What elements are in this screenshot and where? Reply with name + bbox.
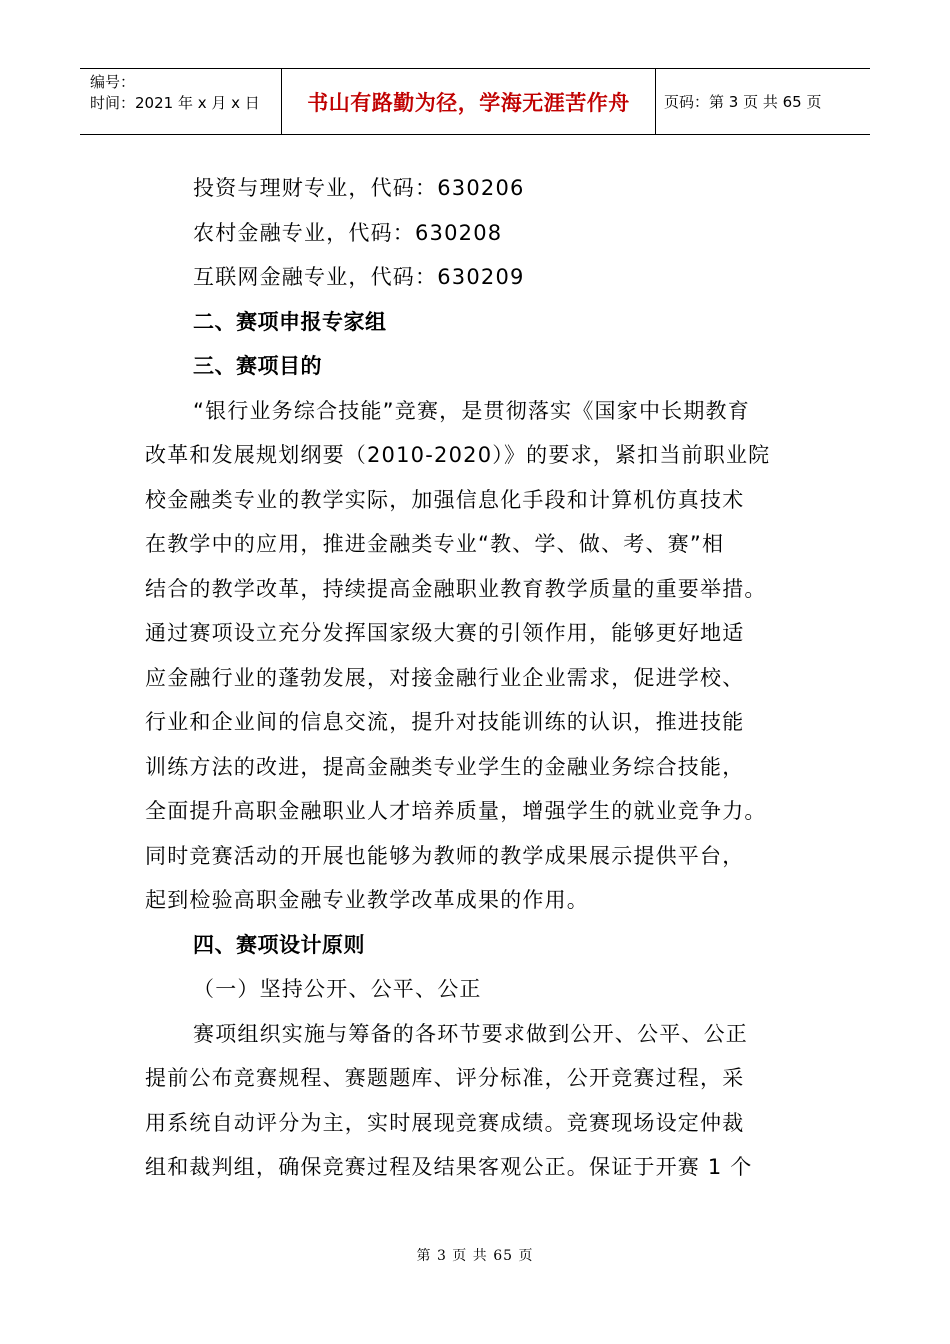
section-heading: 四、赛项设计原则 — [193, 932, 365, 957]
section-heading: 二、赛项申报专家组 — [193, 309, 387, 334]
body-line: 改革和发展规划纲要（2010-2020）》的要求，紧扣当前职业院 — [145, 443, 771, 467]
body-line: 行业和企业间的信息交流，提升对技能训练的认识，推进技能 — [145, 710, 745, 734]
body-line: 互联网金融专业，代码：630209 — [193, 265, 525, 289]
header-meta — [80, 69, 282, 134]
body-line: 同时竞赛活动的开展也能够为教师的教学成果展示提供平台， — [145, 843, 745, 868]
header-page-info: 页码：第 3 页 共 65 页 — [664, 93, 822, 111]
document-number-label: 编号： — [90, 73, 136, 91]
section-heading: 三、赛项目的 — [193, 354, 322, 378]
body-line: 应金融行业的蓬勃发展，对接金融行业企业需求，促进学校、 — [145, 665, 745, 690]
body-line: 训练方法的改进，提高金融类专业学生的金融业务综合技能， — [145, 754, 745, 779]
body-line: “银行业务综合技能”竞赛，是贯彻落实《国家中长期教育 — [193, 398, 750, 423]
body-line: 赛项组织实施与筹备的各环节要求做到公开、公平、公正 — [193, 1021, 748, 1046]
header-motto: 书山有路勤为径，学海无涯苦作舟 — [282, 69, 656, 134]
body-line: 提前公布竞赛规程、赛题题库、评分标准，公开竞赛过程，采 — [145, 1066, 745, 1090]
body-line: 校金融类专业的教学实际，加强信息化手段和计算机仿真技术 — [145, 487, 745, 512]
body-line: 通过赛项设立充分发挥国家级大赛的引领作用，能够更好地适 — [145, 621, 745, 645]
subsection-heading: （一）坚持公开、公平、公正 — [193, 977, 482, 1001]
body-line: 投资与理财专业，代码：630206 — [193, 176, 525, 200]
body-line: 用系统自动评分为主，实时展现竞赛成绩。竞赛现场设定仲裁 — [145, 1110, 745, 1135]
body-line: 起到检验高职金融专业教学改革成果的作用。 — [145, 888, 589, 912]
document-date: 时间：2021 年 x 月 x 日 — [90, 94, 260, 112]
page-footer: 第 3 页 共 65 页 — [416, 1248, 534, 1264]
body-line: 在教学中的应用，推进金融类专业“教、学、做、考、赛”相 — [145, 532, 725, 556]
document-body — [145, 166, 825, 1190]
body-line: 结合的教学改革，持续提高金融职业教育教学质量的重要举措。 — [145, 576, 767, 601]
body-line: 组和裁判组，确保竞赛过程及结果客观公正。保证于开赛 1 个 — [145, 1155, 753, 1179]
page-header — [80, 68, 870, 135]
body-line: 全面提升高职金融职业人才培养质量，增强学生的就业竞争力。 — [145, 799, 767, 823]
body-line: 农村金融专业，代码：630208 — [193, 220, 503, 245]
